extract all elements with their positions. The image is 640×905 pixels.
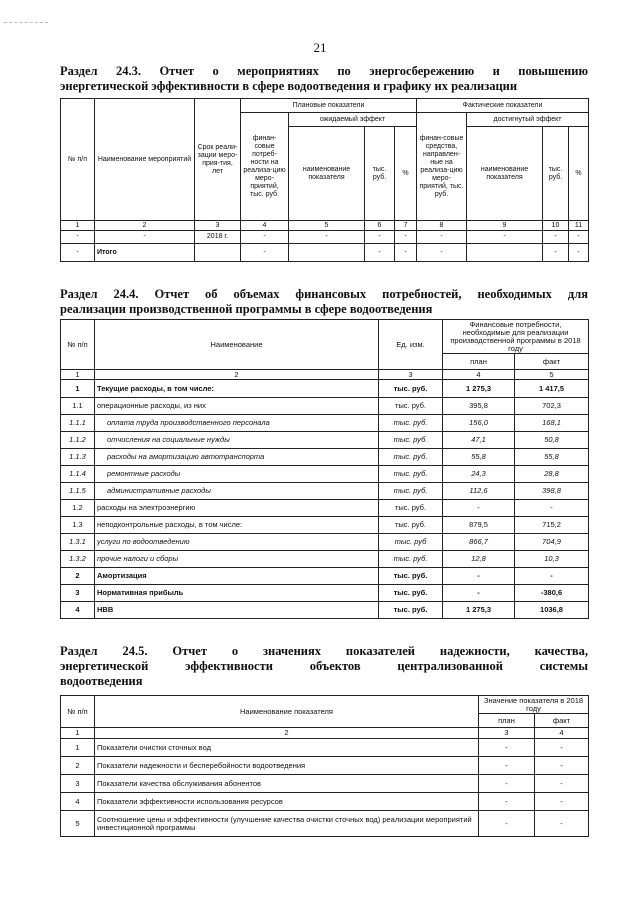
measures-table xyxy=(60,98,589,262)
page-number: 21 xyxy=(313,40,327,55)
table-row: 1.1.4 ремонтные расходы тыс. руб. 24,3 28,8 xyxy=(61,466,589,483)
scan-artifact xyxy=(4,22,48,23)
col-num-header: № п/п xyxy=(61,696,95,728)
table-row: 1.3.2 прочие налоги и сборы тыс. руб. 12,8 10,3 xyxy=(61,551,589,568)
col-pct-header: % xyxy=(395,127,417,221)
table-row: 3 Нормативная прибыль тыс. руб. - -380,6 xyxy=(61,585,589,602)
col-pct-header: % xyxy=(569,127,589,221)
table-row: - - 2018 г. - - - - - - - - xyxy=(61,231,589,244)
column-numbers-row: 1 2 3 4 xyxy=(61,728,589,739)
table-row: 1.1.5 административные расходы тыс. руб. 112,6 398,8 xyxy=(61,483,589,500)
table-row: 5 Соотношение цены и эффективности (улучшение качества очистки сточных вод) реализации мероприятий инвестиционной программы - - xyxy=(61,811,589,837)
total-row: - Итого - - - - - - xyxy=(61,244,589,262)
col-name-header: Наименование xyxy=(95,320,379,370)
expected-effect-header: ожидаемый эффект xyxy=(289,113,417,127)
col-unit-header: тыс. руб. xyxy=(365,127,395,221)
col-fin-plan-header: финан-совые потреб-ности на реализа-цию меро-приятий, тыс. руб. xyxy=(241,113,289,221)
section-24-3-title: Раздел 24.3. Отчет о мероприятиях по энергосбережению и повышению энергетической эффективности в сфере водоотведения и графику их реализации xyxy=(60,64,588,93)
financial-needs-table xyxy=(60,319,589,619)
table-row: 1.1 операционные расходы, из них тыс. руб. 395,8 702,3 xyxy=(61,398,589,415)
section-24-4-title: Раздел 24.4. Отчет об объемах финансовых потребностей, необходимых для реализации производственной программы в сфере водоотведения xyxy=(60,287,588,316)
column-numbers-row: 1 2 3 4 5 xyxy=(61,370,589,380)
table-row: 1.3.1 услуги по водоотведению тыс. руб 866,7 704,9 xyxy=(61,534,589,551)
col-indicator-header: наименование показателя xyxy=(467,127,543,221)
table-row: 1.2 расходы на электроэнергию тыс. руб. - - xyxy=(61,500,589,517)
col-fact-header: факт xyxy=(515,354,589,370)
table-row: 1 Текущие расходы, в том числе: тыс. руб. 1 275,3 1 417,5 xyxy=(61,380,589,398)
col-unit-header: тыс. руб. xyxy=(543,127,569,221)
col-name-header: Наименование мероприятий xyxy=(95,99,195,221)
table-row: 1.1.3 расходы на амортизацию автотранспорта тыс. руб. 55,8 55,8 xyxy=(61,449,589,466)
col-plan-header: план xyxy=(443,354,515,370)
table-row: 4 Показатели эффективности использования ресурсов - - xyxy=(61,793,589,811)
col-name-header: Наименование показателя xyxy=(95,696,479,728)
section-24-5-title: Раздел 24.5. Отчет о значениях показателей надежности, качества, энергетической эффективности объектов централизованной системы водоотведения xyxy=(60,644,588,688)
table-row: 1.1.1 оплата труда производственного персонала тыс. руб. 156,0 168,1 xyxy=(61,415,589,432)
col-value-header: Значение показателя в 2018 году xyxy=(479,696,589,714)
col-fin-header: Финансовые потребности, необходимые для реализации производственной программы в 2018 году xyxy=(443,320,589,354)
col-fact-header: факт xyxy=(535,714,589,728)
col-unit-header: Ед. изм. xyxy=(379,320,443,370)
table-row: 3 Показатели качества обслуживания абонентов - - xyxy=(61,775,589,793)
col-term-header: Срок реали-зации меро-прия-тия, лет xyxy=(195,99,241,221)
table-row: 1.3 неподконтрольные расходы, в том числе: тыс. руб. 879,5 715,2 xyxy=(61,517,589,534)
plan-group-header: Плановые показатели xyxy=(241,99,417,113)
column-numbers-row: 1 2 3 4 5 6 7 8 9 10 11 xyxy=(61,221,589,231)
achieved-effect-header: достигнутый эффект xyxy=(467,113,589,127)
table-row: 4 НВВ тыс. руб. 1 275,3 1036,8 xyxy=(61,602,589,619)
table-row: 2 Показатели надежности и бесперебойности водоотведения - - xyxy=(61,757,589,775)
fact-group-header: Фактические показатели xyxy=(417,99,589,113)
col-plan-header: план xyxy=(479,714,535,728)
table-row: 2 Амортизация тыс. руб. - - xyxy=(61,568,589,585)
col-num-header: № п/п xyxy=(61,99,95,221)
col-indicator-header: наименование показателя xyxy=(289,127,365,221)
reliability-indicators-table xyxy=(60,695,589,837)
table-row: 1.1.2 отчисления на социальные нужды тыс. руб. 47,1 50,8 xyxy=(61,432,589,449)
col-fin-fact-header: финан-совые средства, направлен-ные на реализа-цию меро-приятий, тыс. руб. xyxy=(417,113,467,221)
table-row: 1 Показатели очистки сточных вод - - xyxy=(61,739,589,757)
col-num-header: № п/п xyxy=(61,320,95,370)
